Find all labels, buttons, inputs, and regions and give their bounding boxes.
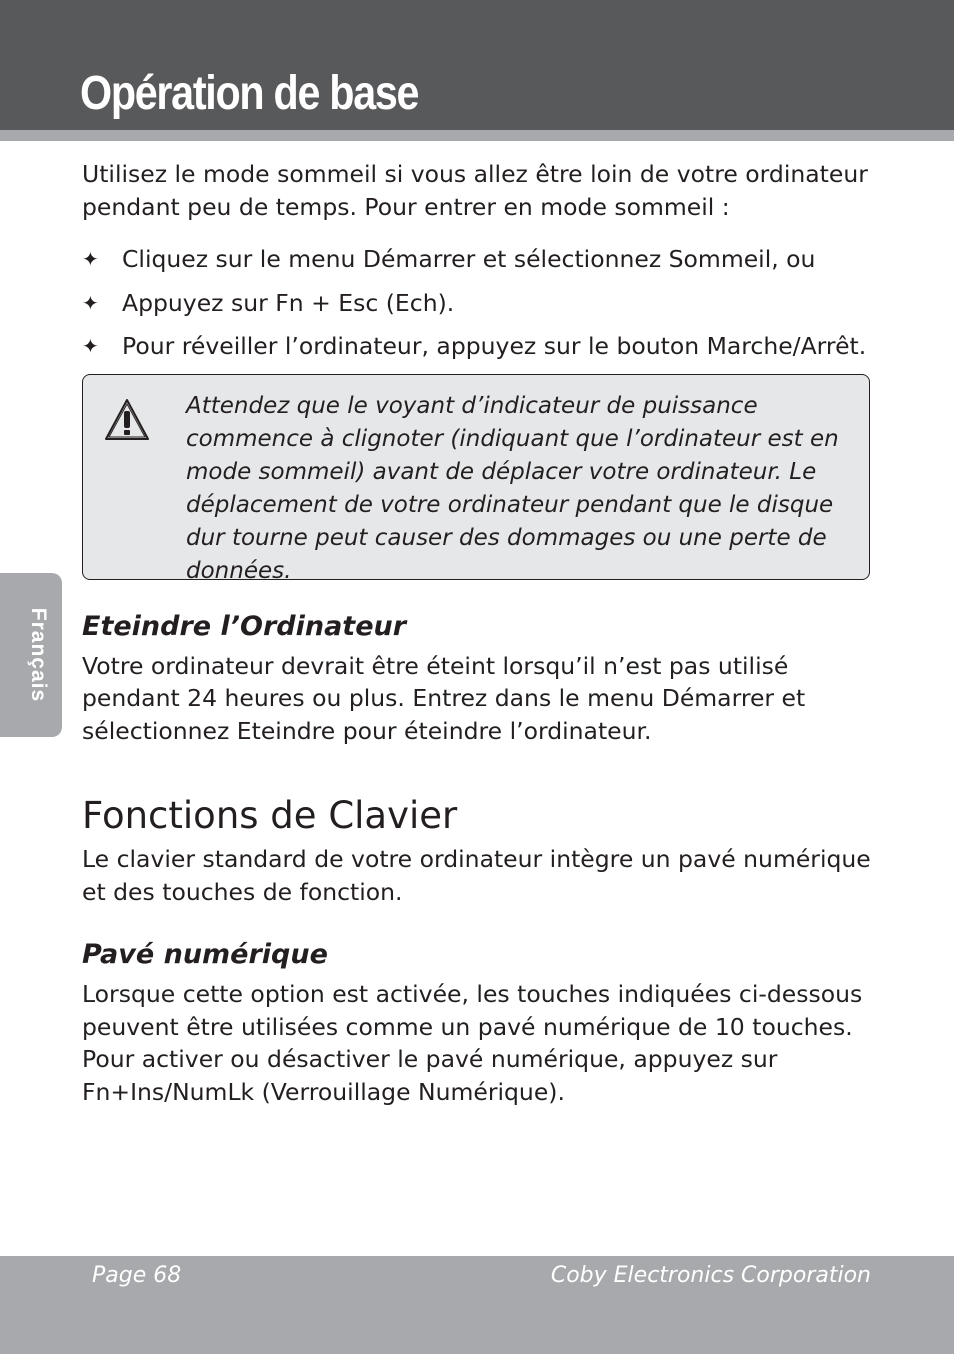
header-stripe bbox=[0, 130, 954, 141]
page-number: Page 68 bbox=[92, 1263, 182, 1288]
numpad-paragraph: Lorsque cette option est activée, les touches indiquées ci-dessous peuvent être utilisées comme un pavé numérique de 10 touches. Pour activer ou désactiver le pavé numérique, appuyez sur Fn+Ins/NumLk (Verrouillage Numérique). bbox=[82, 980, 863, 1106]
shutdown-paragraph: Votre ordinateur devrait être éteint lorsqu’il n’est pas utilisé pendant 24 heures ou plus. Entrez dans le menu Démarrer et sélectionnez Eteindre pour éteindre l’ordinateur. bbox=[82, 651, 806, 745]
sleep-steps-list bbox=[82, 243, 872, 363]
page-title: Opération de base bbox=[80, 67, 419, 120]
four-point-star-icon: ✦ bbox=[82, 290, 99, 315]
four-point-star-icon: ✦ bbox=[82, 334, 99, 358]
keyboard-heading: Fonctions de Clavier bbox=[82, 794, 458, 837]
warning-text: Attendez que le voyant d’indicateur de puissance commence à clignoter (indiquant que l’ordinateur est en mode sommeil) avant de déplacer votre ordinateur. Le déplacement de votre ordinateur pendant que le disque dur tourne peut causer des dommages ou une perte de données. bbox=[186, 392, 839, 584]
four-point-star-icon: ✦ bbox=[82, 247, 99, 271]
list-item-text: Pour réveiller l’ordinateur, appuyez sur le bouton Marche/Arrêt. bbox=[122, 332, 867, 360]
numpad-heading: Pavé numérique bbox=[82, 939, 328, 970]
company-name: Coby Electronics Corporation bbox=[550, 1263, 871, 1288]
main-content bbox=[82, 158, 872, 1108]
shutdown-heading: Eteindre l’Ordinateur bbox=[82, 610, 407, 642]
warning-triangle-icon bbox=[103, 397, 151, 443]
list-item bbox=[82, 330, 872, 363]
list-item-text: Cliquez sur le menu Démarrer et sélectionnez Sommeil, ou bbox=[122, 245, 816, 273]
language-tab-label: Français bbox=[27, 607, 50, 703]
list-item bbox=[82, 287, 872, 320]
keyboard-paragraph: Le clavier standard de votre ordinateur intègre un pavé numérique et des touches de fonction. bbox=[82, 845, 871, 906]
list-item-text: Appuyez sur Fn + Esc (Ech). bbox=[122, 288, 455, 317]
intro-paragraph: Utilisez le mode sommeil si vous allez être loin de votre ordinateur pendant peu de temps. Pour entrer en mode sommeil : bbox=[82, 160, 868, 221]
list-item bbox=[82, 243, 872, 276]
warning-box bbox=[82, 374, 870, 584]
